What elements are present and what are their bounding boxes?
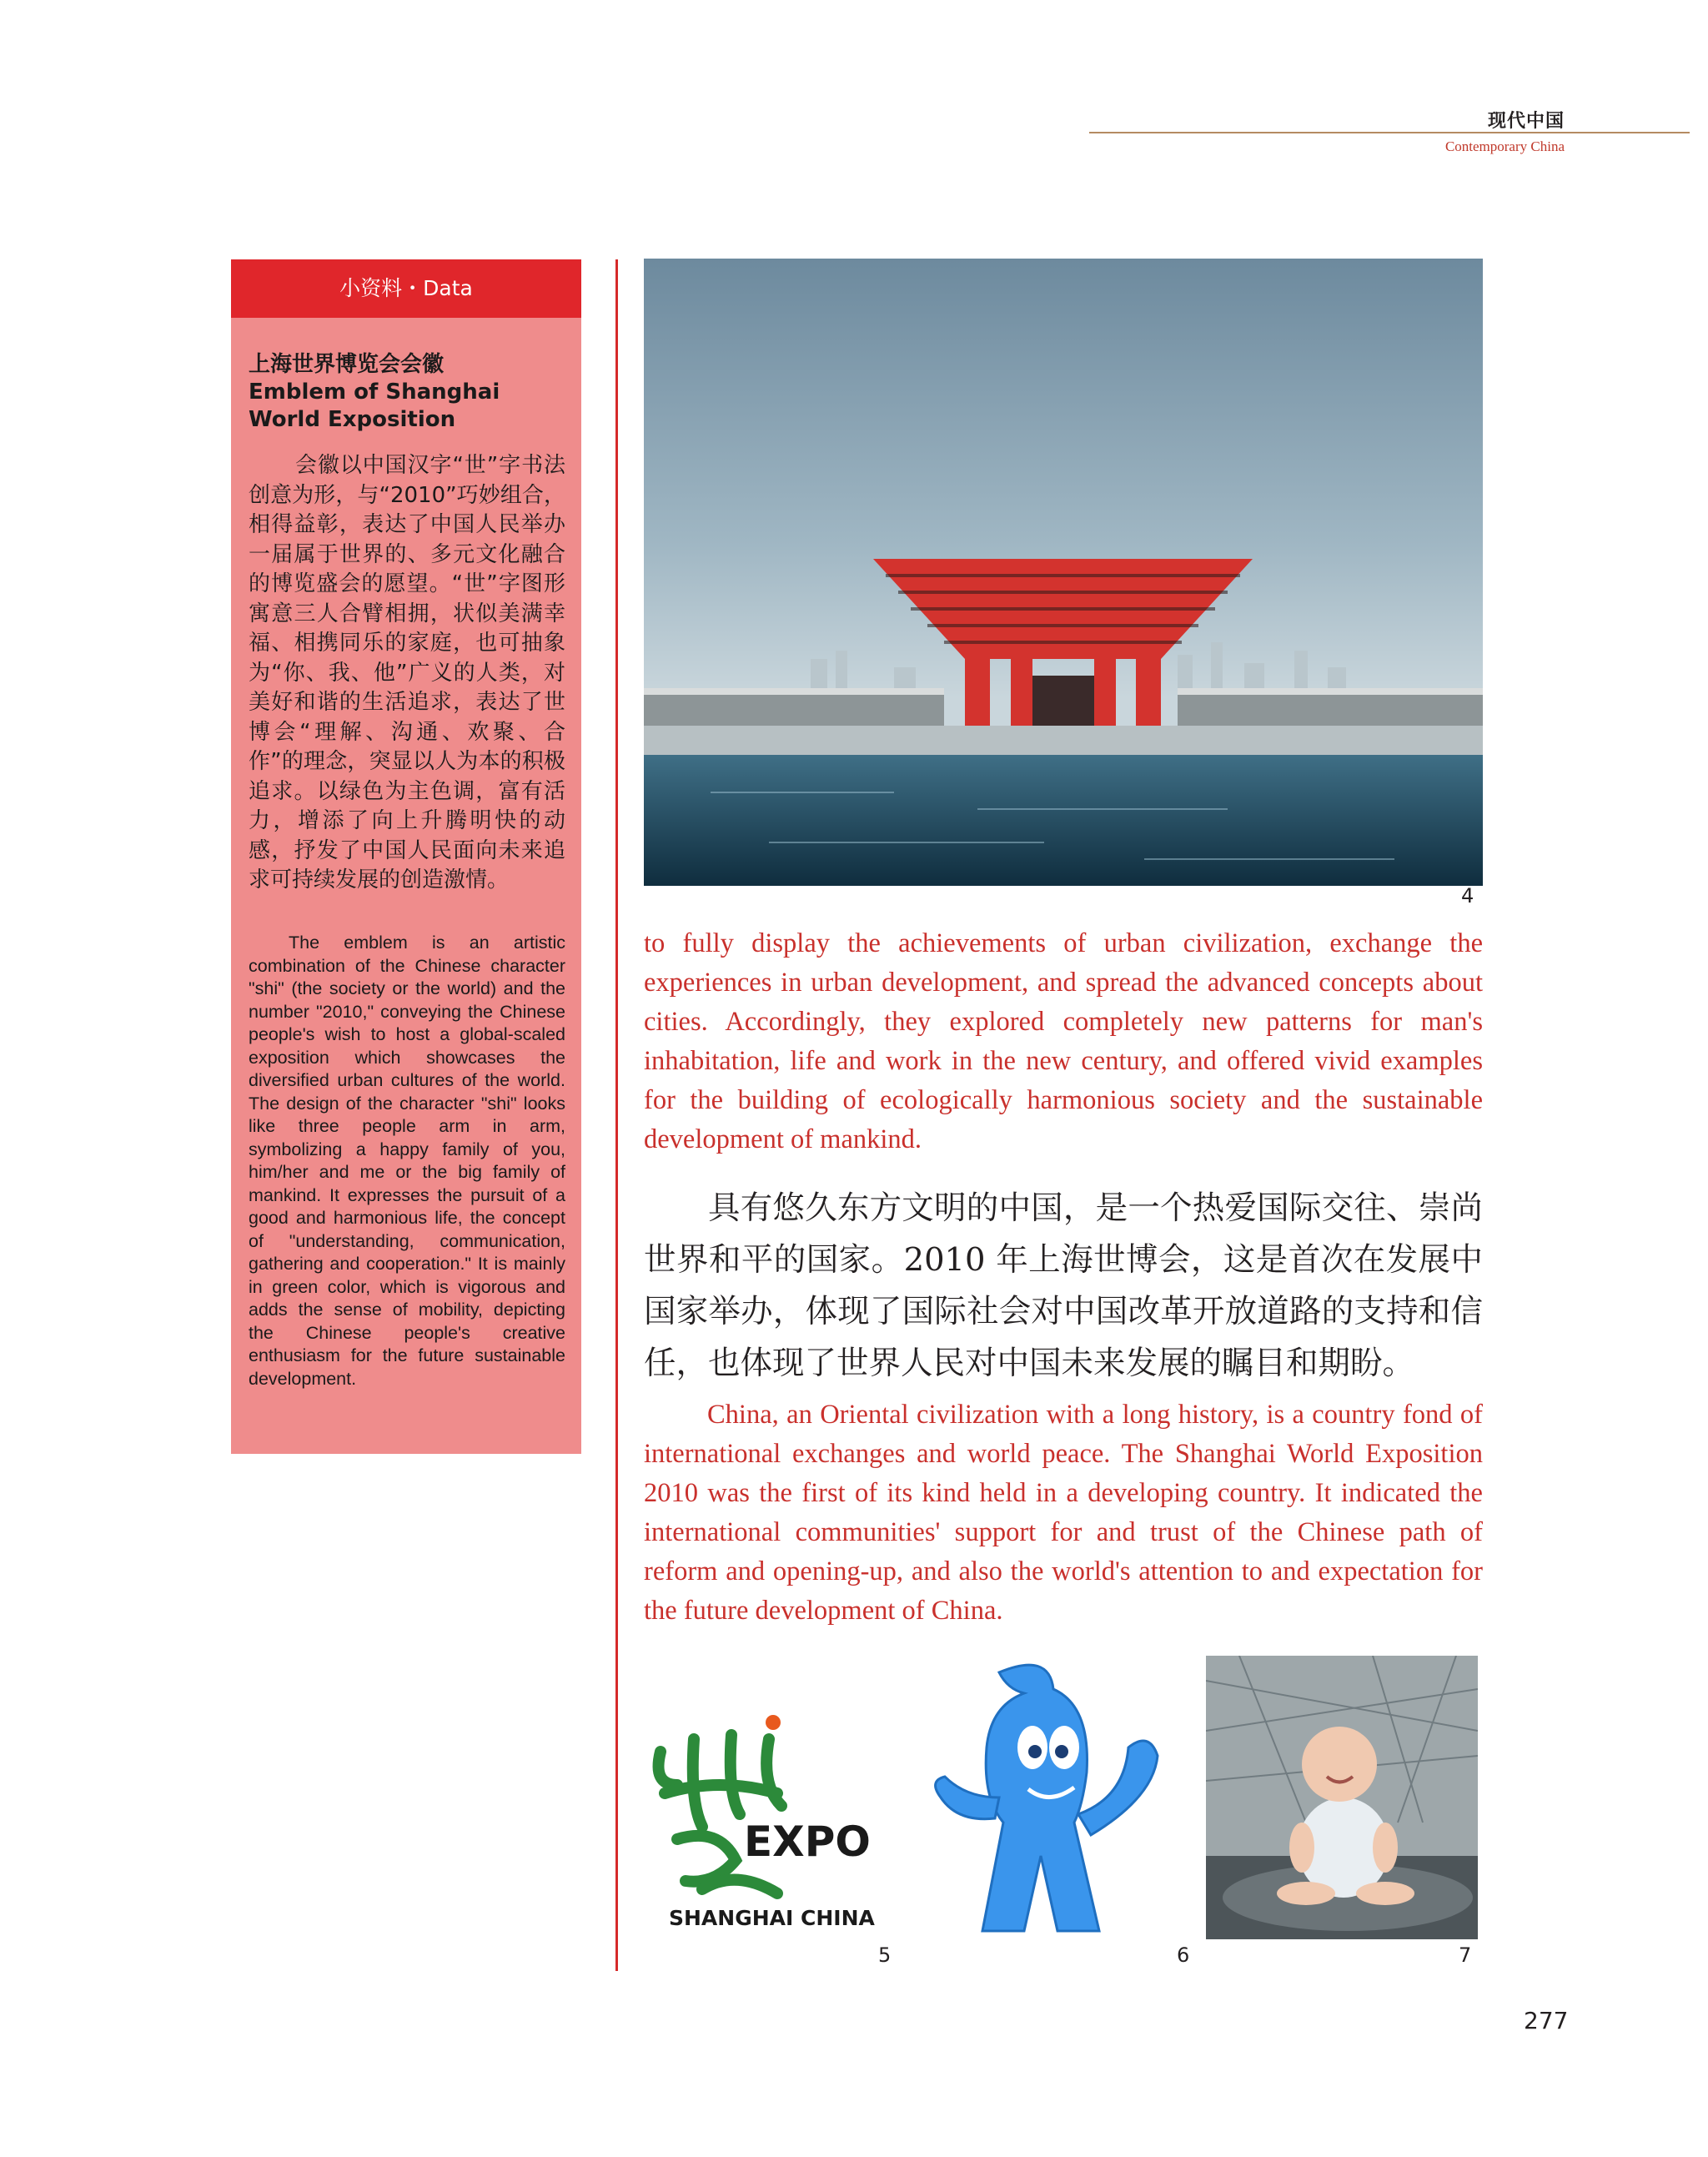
- body-paragraph-en-2: China, an Oriental civilization with a long history, is a country fond of international exchanges and world peace. The Shanghai World Exposition 2010 was the first of its kind held in a developing country. It indicated the international communities' support for and trust of the Chinese path of reform and opening-up, and also the world's attention to and expectation for the future development of China.: [644, 1400, 1483, 1626]
- sidebar-title: [249, 351, 565, 434]
- haibao-mascot: [907, 1656, 1183, 1939]
- sidebar-body-en: The emblem is an artistic combination of the Chinese character "shi" (the society or the world) and the number "2010," conveying the Chinese people's wish to host a global-scaled exposition which showcases the diversified urban cultures of the world. The design of the character "shi" looks like three people arm in arm, symbolizing a happy family of you, him/her and me or the big family of mankind. It expresses the pursuit of a good and harmonious life, the concept of "understanding, communication, gathering and cooperation." It is mainly in green color, which is vigorous and adds the sense of mobility, depicting the Chinese people's creative enthusiasm for the future sustainable development.: [249, 933, 565, 1389]
- sidebar-title-en: Emblem of Shanghai World Exposition: [249, 380, 500, 432]
- expo-2010-emblem: [644, 1660, 894, 1935]
- image-caption-7: 7: [1459, 1943, 1472, 1967]
- header-rule: [1089, 132, 1690, 133]
- logo-city-text: SHANGHAI CHINA: [669, 1906, 875, 1930]
- body-paragraph-en-1: to fully display the achievements of urban civilization, exchange the experiences in urban development, and spread the advanced concepts about cities. Accordingly, they explored completely new patterns for man's inhabitation, life and work in the new century, and offered vivid examples for the building of ecologically harmonious society and the sustainable development of mankind.: [644, 928, 1483, 1154]
- data-sidebar: [231, 259, 581, 1454]
- logo-expo-text: EXPO: [744, 1818, 871, 1866]
- sidebar-body-cn: 会徽以中国汉字“世”字书法创意为形，与“2010”巧妙组合，相得益彰，表达了中国人民举办一届属于世界的、多元文化融合的博览盛会的愿望。“世”字图形寓意三人合臂相拥，状似美满幸福、相携同乐的家庭，也可抽象为“你、我、他”广义的人类，对美好和谐的生活追求，表达了世博会“理解、沟通、欢聚、合作”的理念，突显以人为本的积极追求。以绿色为主色调，富有活力，增添了向上升腾明快的动感，抒发了中国人民面向未来追求可持续发展的创造激情。: [249, 453, 565, 892]
- sidebar-title-cn: 上海世界博览会会徽: [249, 352, 445, 377]
- running-header-cn: 现代中国: [1487, 110, 1565, 132]
- body-paragraph-cn: 具有悠久东方文明的中国，是一个热爱国际交往、崇尚世界和平的国家。2010 年上海世博会，这是首次在发展中国家举办，体现了国际社会对中国改革开放道路的支持和信任，也体现了世界人民对中国未来发展的瞩目和期盼。: [644, 1189, 1483, 1382]
- running-header-en: Contemporary China: [1444, 138, 1565, 154]
- image-caption-5: 5: [878, 1943, 892, 1967]
- column-divider: [615, 259, 618, 1971]
- baby-photo: [1206, 1656, 1478, 1939]
- photo-caption-4: 4: [1461, 884, 1474, 908]
- page-number: 277: [1524, 2007, 1569, 2034]
- image-caption-6: 6: [1177, 1943, 1190, 1967]
- sidebar-label: 小资料・Data: [231, 259, 581, 318]
- china-pavilion-photo: [644, 259, 1483, 886]
